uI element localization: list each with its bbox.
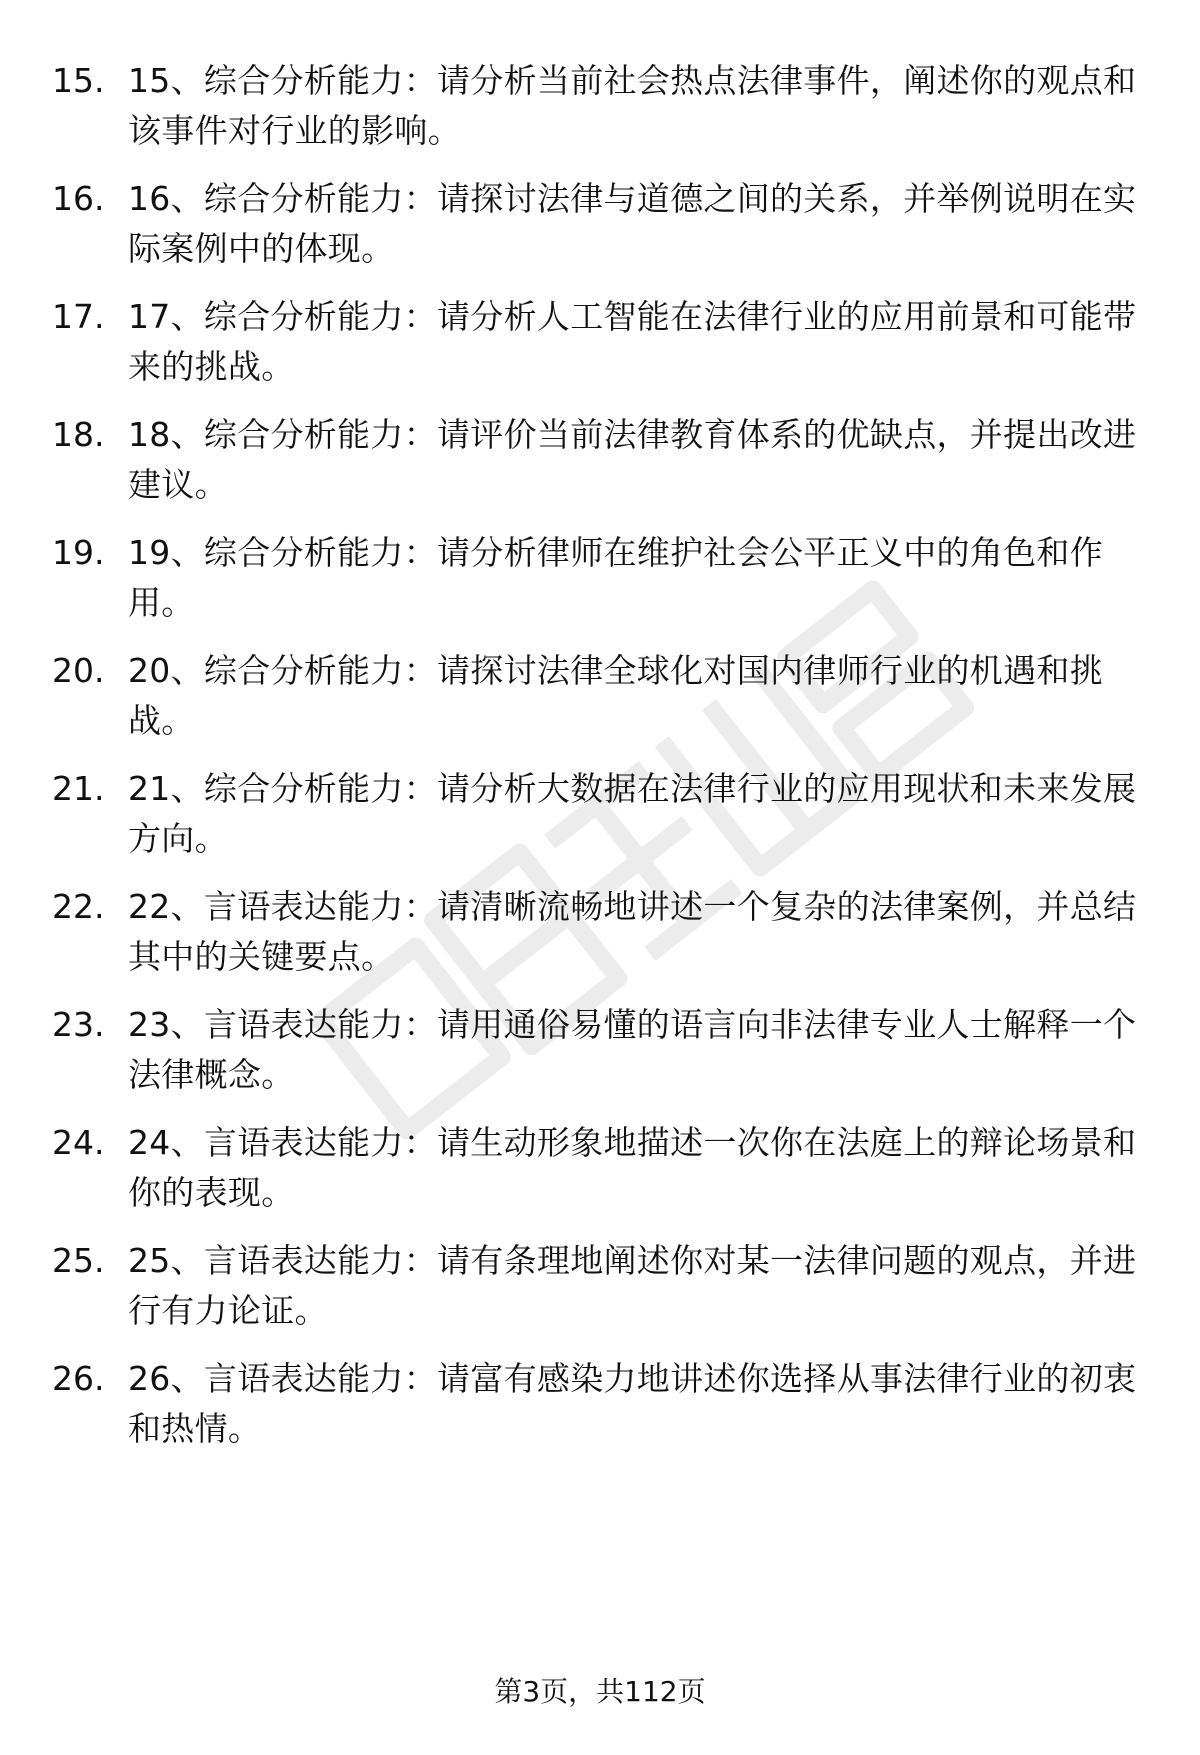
item-number: 20. [52, 651, 105, 690]
item-text: 26、言语表达能力：请富有感染力地讲述你选择从事法律行业的初衷和热情。 [128, 1359, 1137, 1448]
list-item [0, 646, 1200, 756]
item-number: 26. [52, 1359, 105, 1398]
list-item [0, 410, 1200, 520]
item-number: 18. [52, 415, 105, 454]
list-item [0, 292, 1200, 402]
item-text: 21、综合分析能力：请分析大数据在法律行业的应用现状和未来发展方向。 [128, 769, 1137, 858]
item-number: 21. [52, 769, 105, 808]
item-text: 23、言语表达能力：请用通俗易懂的语言向非法律专业人士解释一个法律概念。 [128, 1005, 1137, 1094]
item-text: 18、综合分析能力：请评价当前法律教育体系的优缺点，并提出改进建议。 [128, 415, 1137, 504]
item-number: 15. [52, 61, 105, 100]
list-item [0, 1000, 1200, 1110]
list-item [0, 528, 1200, 638]
list-item [0, 1118, 1200, 1228]
item-text: 19、综合分析能力：请分析律师在维护社会公平正义中的角色和作用。 [128, 533, 1103, 622]
item-text: 22、言语表达能力：请清晰流畅地讲述一个复杂的法律案例，并总结其中的关键要点。 [128, 887, 1137, 976]
item-number: 22. [52, 887, 105, 926]
item-text: 16、综合分析能力：请探讨法律与道德之间的关系，并举例说明在实际案例中的体现。 [128, 179, 1137, 268]
list-item [0, 1236, 1200, 1346]
page-number-footer: 第3页，共112页 [494, 1675, 706, 1708]
item-number: 16. [52, 179, 105, 218]
list-item [0, 1354, 1200, 1464]
item-number: 23. [52, 1005, 105, 1044]
item-text: 25、言语表达能力：请有条理地阐述你对某一法律问题的观点，并进行有力论证。 [128, 1241, 1137, 1330]
item-text: 24、言语表达能力：请生动形象地描述一次你在法庭上的辩论场景和你的表现。 [128, 1123, 1137, 1212]
list-item [0, 764, 1200, 874]
item-number: 24. [52, 1123, 105, 1162]
item-number: 19. [52, 533, 105, 572]
item-number: 17. [52, 297, 105, 336]
list-item [0, 174, 1200, 284]
item-text: 17、综合分析能力：请分析人工智能在法律行业的应用前景和可能带来的挑战。 [128, 297, 1137, 386]
list-item [0, 56, 1200, 166]
item-number: 25. [52, 1241, 105, 1280]
item-text: 20、综合分析能力：请探讨法律全球化对国内律师行业的机遇和挑战。 [128, 651, 1103, 740]
list-item [0, 882, 1200, 992]
item-text: 15、综合分析能力：请分析当前社会热点法律事件，阐述你的观点和该事件对行业的影响。 [128, 61, 1137, 150]
